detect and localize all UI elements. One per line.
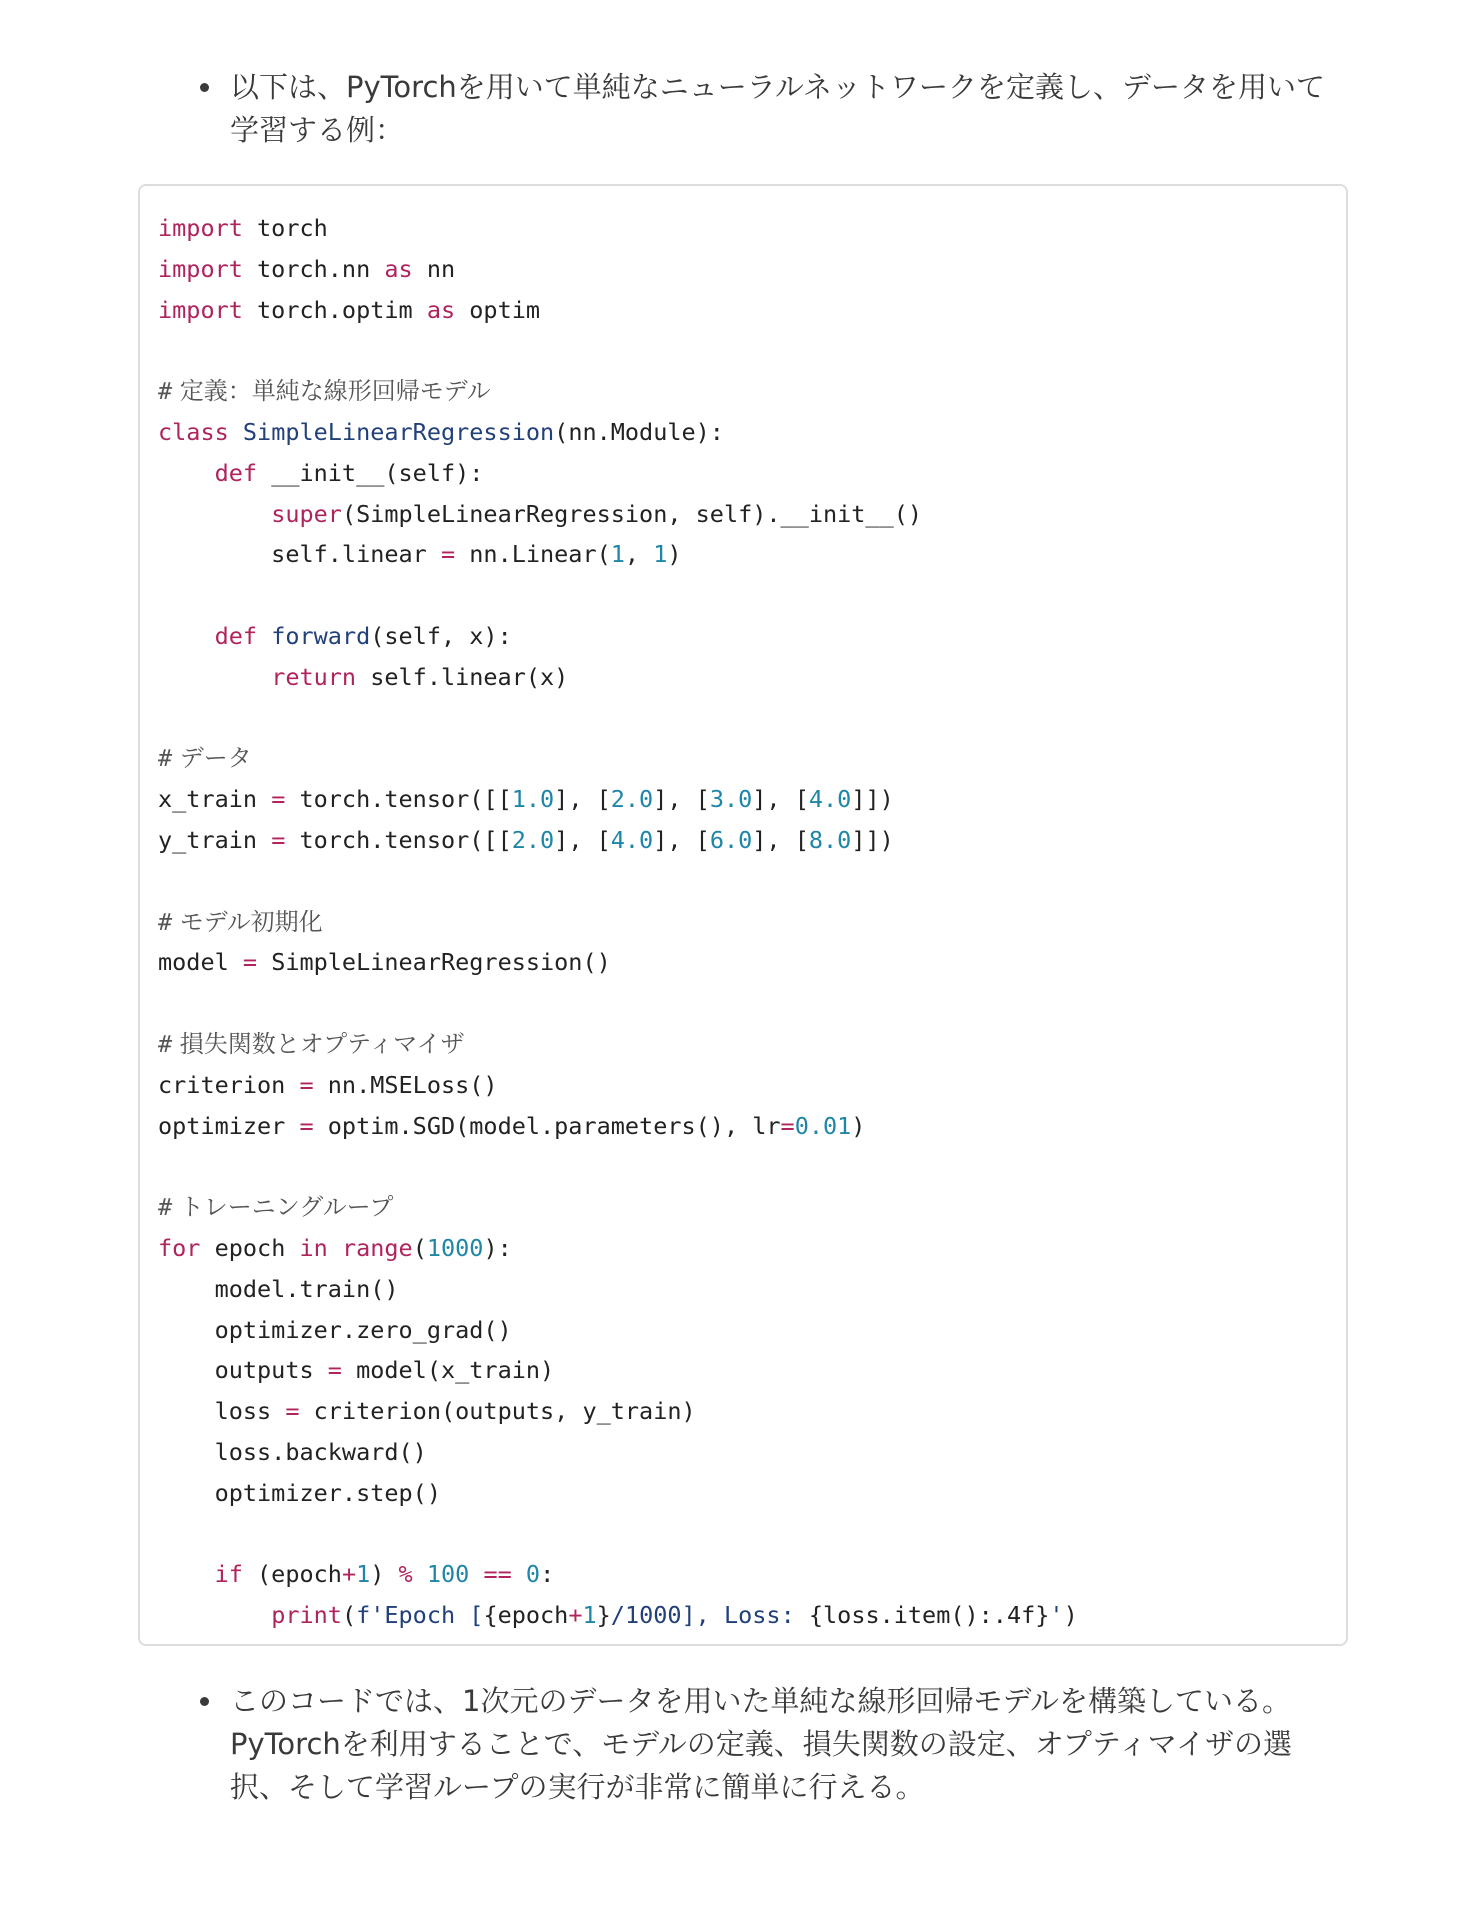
code-blank-line	[158, 575, 1078, 616]
outro-list-item	[230, 1680, 1340, 1809]
code-token	[158, 663, 271, 691]
code-content	[158, 208, 1078, 1636]
code-token: =	[271, 825, 286, 854]
code-token: (nn.Module):	[554, 417, 724, 446]
code-token: )	[1063, 1601, 1078, 1630]
code-token: outputs	[158, 1356, 328, 1385]
bullet-dot-icon	[200, 83, 209, 92]
code-token	[512, 1560, 526, 1588]
code-line	[158, 1310, 1078, 1351]
code-token: self.linear	[158, 540, 441, 569]
code-token: }	[596, 1601, 611, 1630]
code-token: y_train	[158, 825, 272, 854]
code-line	[158, 1269, 1078, 1310]
code-token: forward	[271, 621, 371, 650]
code-token: 4.0	[808, 785, 852, 814]
comment-hash: #	[158, 1193, 173, 1222]
code-token: torch.tensor([[	[285, 785, 512, 814]
code-token: 1	[356, 1560, 371, 1589]
code-token: 2.0	[511, 825, 555, 854]
code-token: optim	[455, 295, 541, 324]
code-token	[158, 622, 215, 650]
code-token: 1	[653, 540, 668, 569]
code-comment-line	[158, 902, 1078, 943]
code-token: {loss.item():.4f}	[808, 1601, 1050, 1630]
comment-hash: #	[158, 1029, 173, 1058]
code-line	[158, 249, 1078, 290]
code-blank-line	[158, 861, 1078, 902]
code-comment-line	[158, 1187, 1078, 1228]
code-token	[257, 622, 271, 650]
code-token	[158, 459, 215, 487]
code-token: )	[851, 1111, 866, 1140]
code-token: return	[271, 662, 357, 691]
code-token: 1	[582, 1601, 597, 1630]
code-line	[158, 1350, 1078, 1391]
comment-text: トレーニングループ	[172, 1193, 394, 1222]
code-token: ==	[483, 1560, 512, 1589]
code-token: /1000], Loss:	[610, 1601, 809, 1630]
code-block	[138, 184, 1348, 1646]
code-token: loss	[158, 1397, 286, 1426]
code-token: nn	[412, 254, 456, 283]
code-token: f'Epoch [	[356, 1601, 484, 1630]
code-token: =	[780, 1111, 795, 1140]
comment-hash: #	[158, 907, 173, 936]
outro-line-2: PyTorchを利用することで、モデルの定義、損失関数の設定、オプティマイザの選	[230, 1727, 1292, 1761]
code-token: 1	[610, 540, 625, 569]
code-token: import	[158, 214, 243, 242]
code-line	[158, 534, 1078, 575]
code-token	[229, 418, 243, 446]
code-token: ], [	[554, 785, 611, 814]
code-token: =	[299, 1070, 314, 1099]
code-blank-line	[158, 698, 1078, 739]
code-token: criterion	[158, 1070, 300, 1099]
code-token: class	[158, 417, 229, 446]
code-token: =	[299, 1111, 314, 1140]
code-token: import	[158, 295, 243, 324]
intro-paragraph	[200, 66, 1340, 152]
code-token: (	[341, 1601, 357, 1630]
code-token: model	[158, 948, 243, 977]
code-line	[158, 290, 1078, 331]
code-token	[413, 1560, 427, 1588]
outro-line-3: 択、そして学習ループの実行が非常に簡単に行える。	[230, 1770, 925, 1804]
code-line	[158, 208, 1078, 249]
code-token: (self, x):	[370, 621, 512, 650]
code-token: criterion(outputs, y_train)	[299, 1397, 696, 1426]
code-token: %	[398, 1560, 413, 1589]
comment-text: データ	[172, 744, 252, 773]
code-blank-line	[158, 330, 1078, 371]
code-token: ):	[483, 1233, 512, 1262]
intro-line-1: 以下は、PyTorchを用いて単純なニューラルネットワークを定義し、データを用いて	[230, 70, 1326, 104]
code-token: in	[299, 1233, 328, 1262]
code-token: as	[426, 295, 456, 324]
code-line	[158, 616, 1078, 657]
outro-line-1: このコードでは、1次元のデータを用いた単純な線形回帰モデルを構築している。	[230, 1684, 1292, 1718]
code-line	[158, 820, 1078, 861]
code-comment-line	[158, 738, 1078, 779]
code-token: if	[214, 1560, 243, 1589]
outro-paragraph	[200, 1680, 1340, 1809]
code-token: optimizer	[158, 1111, 300, 1140]
code-token: range	[341, 1233, 413, 1262]
code-token: )	[667, 540, 682, 569]
code-token: x_train	[158, 785, 272, 814]
code-comment-line	[158, 371, 1078, 412]
code-token: =	[440, 540, 456, 569]
code-line	[158, 1554, 1078, 1595]
code-line	[158, 1595, 1078, 1636]
code-line	[158, 942, 1078, 983]
intro-list	[200, 66, 1340, 152]
code-token: 1000	[426, 1233, 484, 1262]
code-line	[158, 1065, 1078, 1106]
code-token: +	[341, 1560, 357, 1589]
code-token	[158, 500, 271, 528]
code-token: 0.01	[794, 1111, 852, 1140]
code-token: torch.optim	[242, 295, 427, 324]
code-token: 100	[426, 1560, 470, 1589]
intro-line-2: 学習する例：	[230, 113, 405, 147]
code-token: for	[158, 1233, 201, 1262]
code-token: (epoch	[242, 1560, 342, 1589]
code-token: optim.SGD(model.parameters(), lr	[313, 1111, 781, 1140]
code-comment-line	[158, 1024, 1078, 1065]
bullet-dot-icon	[200, 1697, 209, 1706]
code-line	[158, 1473, 1078, 1514]
code-token: ], [	[653, 785, 710, 814]
code-line	[158, 494, 1078, 535]
code-token: :	[540, 1560, 555, 1589]
code-line	[158, 657, 1078, 698]
code-token: 1.0	[511, 785, 555, 814]
code-blank-line	[158, 1146, 1078, 1187]
code-token: torch.tensor([[	[285, 825, 512, 854]
intro-list-item	[230, 66, 1340, 152]
code-token: print	[271, 1601, 342, 1630]
code-token: super	[271, 499, 342, 528]
code-token: ], [	[752, 825, 809, 854]
code-token: def	[214, 458, 258, 487]
comment-text: 定義：単純な線形回帰モデル	[172, 377, 491, 406]
code-token: ]])	[851, 825, 894, 854]
code-token	[158, 1560, 215, 1588]
code-line	[158, 412, 1078, 453]
code-token: +	[568, 1601, 583, 1630]
code-token: SimpleLinearRegression()	[257, 948, 611, 977]
code-token: model(x_train)	[341, 1356, 555, 1385]
code-token: 3.0	[709, 785, 753, 814]
code-line	[158, 779, 1078, 820]
code-token: 0	[525, 1560, 541, 1589]
code-token: ,	[624, 540, 654, 569]
code-token: torch.nn	[242, 254, 385, 283]
code-token: SimpleLinearRegression	[242, 417, 555, 446]
code-line	[158, 453, 1078, 494]
code-token: 8.0	[808, 825, 852, 854]
code-token: nn.Linear(	[455, 540, 611, 569]
code-token: nn.MSELoss()	[313, 1070, 498, 1099]
code-token: ]])	[851, 785, 894, 814]
code-token: model.train()	[158, 1274, 399, 1303]
code-token: loss.backward()	[158, 1437, 427, 1466]
code-token: (	[412, 1233, 427, 1262]
code-token: =	[327, 1356, 342, 1385]
comment-hash: #	[158, 744, 173, 773]
code-token: )	[370, 1560, 399, 1589]
code-token: import	[158, 254, 243, 283]
code-token	[469, 1560, 483, 1588]
code-token: =	[242, 948, 258, 977]
code-token: self.linear(x)	[356, 662, 569, 691]
code-blank-line	[158, 983, 1078, 1024]
code-token: =	[271, 785, 286, 814]
code-blank-line	[158, 1514, 1078, 1555]
code-token: def	[214, 621, 258, 650]
code-token: =	[285, 1397, 300, 1426]
code-token: optimizer.zero_grad()	[158, 1315, 512, 1344]
outro-list	[200, 1680, 1340, 1809]
code-token: optimizer.step()	[158, 1478, 441, 1507]
code-line	[158, 1432, 1078, 1473]
code-line	[158, 1106, 1078, 1147]
code-token: 4.0	[610, 825, 654, 854]
code-token: ], [	[752, 785, 809, 814]
comment-text: モデル初期化	[172, 907, 323, 936]
code-token: as	[384, 254, 413, 283]
code-token: {epoch	[483, 1601, 569, 1630]
code-line	[158, 1391, 1078, 1432]
comment-hash: #	[158, 377, 173, 406]
code-token: epoch	[200, 1233, 300, 1262]
code-token: (SimpleLinearRegression, self).__init__()	[341, 499, 923, 528]
code-token: torch	[242, 214, 328, 242]
code-token	[328, 1234, 342, 1262]
code-token: ], [	[554, 825, 611, 854]
code-token: 2.0	[610, 785, 654, 814]
code-token: '	[1049, 1601, 1064, 1630]
code-line	[158, 1228, 1078, 1269]
code-token	[158, 1601, 271, 1629]
code-token: 6.0	[709, 825, 753, 854]
code-token: ], [	[653, 825, 710, 854]
comment-text: 損失関数とオプティマイザ	[172, 1029, 465, 1058]
code-token: __init__(self):	[257, 458, 484, 487]
